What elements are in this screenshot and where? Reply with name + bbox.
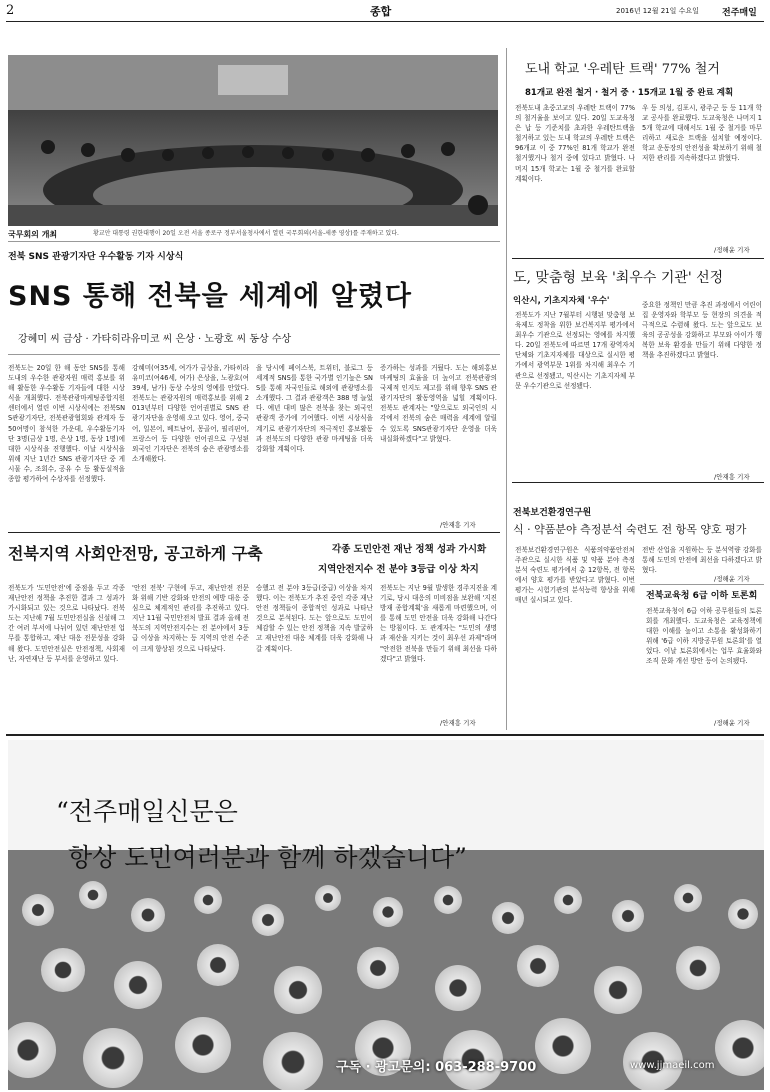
lead-col-1: 전북도는 20일 한 해 동안 SNS를 통해 도내의 우수한 관광자원 매력 홍보를 위해 활동한 우수활동 기자들에 대한 시상식을 개최했다. 전북관광마케팅종합지원센터에서 열린 이번 시상식에는 전북SNS관광기자단, 전북관광협회와 관계자 등 50여명이 참석한 가운데, 우수활동기자단 3명(금상 1명, 은상 1명, 동상 1명)에 대한 시상식을 진행했다. 이날 시상식을 위해 지난 1년간 SNS 관광기자단 중 게시물 수, 조회수, 공유 수 등 활동실적을 종합 평가하여 수상자를 선정했다.: [8, 364, 125, 484]
lead-col-2: 강혜미(여35세, 여가가 금상을, 가타히라유미코(여46세, 여가) 은상을, 노광호(여39세, 남가) 동상 수상의 영예를 안았다. 전북도는 관광자원의 매력홍보를 위해 2013년부터 다양한 언어권별로 SNS 관광기자단을 운영해 오고 있다. 영어, 중국어, 일본어, 베트남어, 몽골어, 필리핀어, 프랑스어 등 다양한 언어권으로 구성된 외국인 기자단은 전북의 숨은 관광명소를 소개해왔다.: [132, 364, 249, 463]
safety-col-1: 전북도가 '도민안전'에 중점을 두고 각종 재난안전 정책을 추진한 결과 그 성과가 가시화되고 있는 것으로 나타났다. 전북도는 지난해 7월 도민안전실을 신설해 그간 여러 부서에 나뉘어 있던 재난안전 업무를 통합하고, 재난 대응 전문성을 강화해 왔다. 도민안전실은 안전정책, 사회재난, 자연재난 등 부서를 운영하고 있다.: [8, 584, 125, 663]
section-name: 종합: [370, 5, 392, 18]
lead-subhead: 강혜미 씨 금상 · 가타히라유미코 씨 은상 · 노광호 씨 동상 수상: [18, 334, 292, 345]
ad-slogan-line-2: 항상 도민여러분과 함께 하겠습니다”: [68, 843, 467, 872]
right-rule-2: [512, 482, 764, 483]
photo-caption: 황교안 대통령 권한대행이 20일 오전 서울 종로구 정부서울청사에서 열린 국무회의(서울-세종 영상)를 주재하고 있다.: [93, 230, 399, 237]
safety-byline: /안재흥 기자: [440, 719, 476, 727]
right-rule-3: [640, 584, 764, 585]
urethane-subhead: 81개교 완전 철거 · 철거 중 · 15개교 1월 중 완료 계획: [525, 88, 734, 98]
safety-col-2: '안전 전북' 구현에 두고, 재난안전 전문화 위해 기반 강화와 안전의 예방 대응 중심으로 체계적인 관리를 추진하고 있다. 지난 11월 국민안전처 발표 결과 올해 전북도의 지역안전지수는 전 분야에서 3등급 이상을 차지하는 등 지역의 안전 수준이 크게 향상된 것으로 나타났다.: [132, 584, 249, 653]
childcare-headline: 도, 맞춤형 보육 '최우수 기관' 선정: [513, 270, 724, 286]
lead-sub-divider: [8, 354, 500, 355]
urethane-byline: /정해윤 기자: [714, 246, 750, 254]
ad-website: www.jjmaeil.com: [630, 1060, 715, 1071]
lab-byline: /정해윤 기자: [714, 575, 750, 583]
urethane-col-1: 전북도내 초중고교의 우레탄 트랙이 77%의 철거율을 보이고 있다. 20일 도교육청은 납 등 기준치를 초과한 우레탄트랙을 철거하고 있는 도내 학교의 우레탄 트랙은 96개교 이 중 77%인 81개 학교가 완전 철거했거나 철거 중에 있다고 밝혔다. 나머지 15개 학교는 1월 중 철거를 완료할 계획이다.: [515, 104, 635, 183]
lab-col-2: 전반 산업을 지원하는 등 분석역량 강화를 통해 도민의 안전에 최선을 다하겠다고 밝혔다.: [642, 546, 762, 575]
lead-bottom-rule: [8, 532, 500, 533]
ad-contact: 구독 · 광고문의: 063-288-9700: [336, 1060, 537, 1075]
childcare-byline: /안재흥 기자: [714, 473, 750, 481]
lead-headline: SNS 통해 전북을 세계에 알렸다: [8, 281, 412, 312]
lead-byline: /안재흥 기자: [440, 521, 476, 529]
childcare-subhead: 익산시, 기초지자체 '우수': [513, 296, 610, 306]
lab-col-1: 전북보건환경연구원은 식품의약품안전처 주관으로 실시한 식품 및 약품 분야 측정분석 숙련도 평가에서 총 12항목, 전 항목에서 양호 평가를 받았다고 밝혔다. 이번 평가는 시험기관의 분석능력 향상을 위해 매년 실시되고 있다.: [515, 546, 635, 605]
childcare-col-2: 중요한 정책인 만큼 추진 과정에서 어린이집 운영자와 학부모 등 현장의 의견을 적극적으로 수렴해 왔다. 도는 앞으로도 보육의 공공성을 강화하고 부모와 아이가 행복한 보육 환경을 만들기 위해 다양한 정책을 추진하겠다고 밝혔다.: [642, 301, 762, 360]
ad-slogan-line-1: “전주매일신문은: [56, 797, 238, 826]
page-header: [0, 0, 770, 22]
newspaper-ad: [8, 740, 764, 1090]
safety-col-4: 전북도는 지난 9월 발생한 경주지진을 계기로, 당시 대응의 미비점을 보완해 '지진방재 종합계획'을 새롭게 마련했으며, 이를 통해 도민 안전을 더욱 강화해 나간다는 방침이다. 도 관계자는 "도민의 생명과 재산을 지키는 것이 최우선 과제"라며 "안전한 전북을 만들기 위해 최선을 다하겠다"고 밝혔다.: [380, 584, 497, 663]
lab-agency: 전북보건환경연구원: [513, 508, 592, 518]
brief-headline: 전북교육청 6급 이하 토론회: [646, 591, 758, 601]
column-separator: [506, 48, 507, 730]
safety-subhead-1: 각종 도민안전 재난 정책 성과 가시화: [332, 544, 487, 555]
cabinet-meeting-photo: [8, 55, 498, 226]
right-rule-1: [512, 258, 764, 259]
lab-headline: 식 · 약품분야 측정분석 숙련도 전 항목 양호 평가: [513, 523, 747, 536]
page-number: 2: [6, 3, 15, 18]
photo-divider: [8, 241, 500, 242]
lead-kicker: 전북 SNS 관광기자단 우수활동 기자 시상식: [8, 252, 184, 262]
lead-col-3: 을 당시에 페이스북, 트위터, 블로그 등 세계적 SNS를 통한 국가별 인기높은 SNS를 통해 자국인들로 해외에 관광명소를 소개했다. 그 결과 관광객은 388 명 늘었다. 예년 대비 많은 전북을 찾는 외국인 관광객 증가에 기여했다. 이번 시상식을 계기로 관광기자단의 적극적인 홍보활동과 전북도의 다양한 관광 마케팅을 더욱 강화할 계획이다.: [256, 364, 373, 453]
header-rule: [6, 21, 764, 22]
lead-col-4: 증가하는 성과를 거뒀다. 도는 해외홍보마케팅의 효율을 더 높이고 전북관광의 국제적 인지도 제고를 위해 향후 SNS 관광기자단의 활동영역을 넓힐 계획이다. 전북도 관계자는 "앞으로도 외국인의 시각에서 전북의 숨은 매력을 세계에 알릴 수 있도록 SNS관광기자단 운영을 더욱 내실화하겠다"고 밝혔다.: [380, 364, 497, 443]
brief-text: 전북교육청이 6급 이하 공무원들의 토론회를 개최했다. 도교육청은 교육정책에 대한 이해를 높이고 소통을 활성화하기 위해 '6급 이하 지방공무원 토론회'를 열었다. 이날 토론회에서는 업무 효율화와 조직 문화 개선 방안 등이 논의됐다.: [646, 607, 762, 666]
meeting-room-illustration: [8, 55, 498, 226]
masthead: 전주매일: [722, 8, 757, 18]
brief-byline: /정해윤 기자: [714, 719, 750, 727]
photo-label: 국무회의 개최: [8, 230, 58, 239]
safety-headline: 전북지역 사회안전망, 공고하게 구축: [8, 544, 263, 563]
safety-subhead-2: 지역안전지수 전 분야 3등급 이상 차지: [318, 564, 479, 575]
ad-top-rule: [6, 734, 764, 736]
safety-col-3: 승했고 전 분야 3등급(중급) 이상을 차지했다. 이는 전북도가 추진 중인 각종 재난 안전 정책들이 종합적인 성과로 나타난 것으로 분석된다. 도는 앞으로도 도민이 체감할 수 있는 안전 정책을 지속 발굴하고 재난안전 대응 체계를 더욱 강화해 나갈 계획이다.: [256, 584, 373, 653]
urethane-headline: 도내 학교 '우레탄 트랙' 77% 철거: [525, 62, 720, 77]
issue-date: 2016년 12월 21일 수요일: [616, 7, 699, 15]
childcare-col-1: 전북도가 지난 7월부터 시행된 맞춤형 보육제도 정착을 위한 보건복지부 평가에서 최우수 기관으로 선정되는 영예를 차지했다. 20일 전북도에 따르면 17개 광역자치단체와 기초지자체를 대상으로 실시한 평가에서 광역부문 1위를 차지해 최우수 기관으로 선정됐고, 익산시는 기초지자체 부문 우수기관으로 선정됐다.: [515, 311, 635, 390]
urethane-col-2: 우 등 의성, 김포시, 광주군 등 등 11개 학교 공사를 완료했다. 도교육청은 나머지 15개 학교에 대해서도 1월 중 철거를 마무리하고 새로운 트랙을 설치할 예정이다. 학교 운동장의 안전성을 확보하기 위해 철저한 관리를 지속하겠다고 밝혔다.: [642, 104, 762, 163]
